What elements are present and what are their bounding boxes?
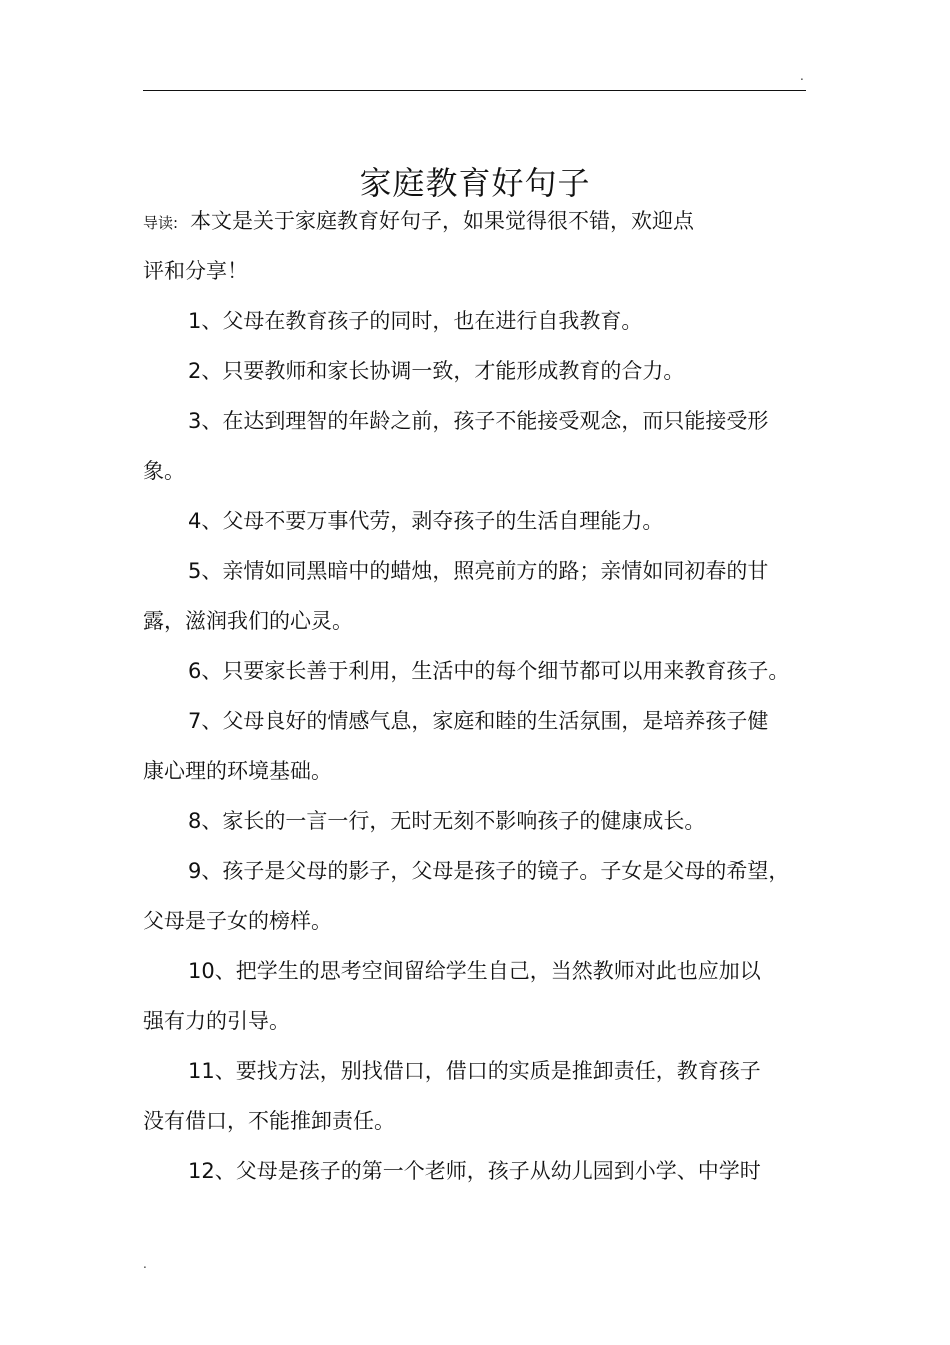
content-line: 4、父母不要万事代劳，剥夺孩子的生活自理能力。: [188, 509, 664, 533]
content-line: 10、把学生的思考空间留给学生自己，当然教师对此也应加以: [188, 959, 761, 983]
content-line: 11、要找方法，别找借口，借口的实质是推卸责任，教育孩子: [188, 1059, 761, 1083]
page-title: 家庭教育好句子: [359, 164, 591, 203]
content-line: 强有力的引导。: [143, 1009, 290, 1033]
content-line: 没有借口，不能推卸责任。: [143, 1109, 395, 1133]
content-line: 象。: [143, 459, 185, 483]
content-line: 6、只要家长善于利用，生活中的每个细节都可以用来教育孩子。: [188, 659, 790, 683]
content-line: 康心理的环境基础。: [143, 759, 332, 783]
content-line: 2、只要教师和家长协调一致，才能形成教育的合力。: [188, 359, 685, 383]
header-dot: .: [800, 69, 804, 83]
footer-dot: .: [143, 1257, 147, 1271]
content-line: 父母是子女的榜样。: [143, 909, 332, 933]
content-line: 露，滋润我们的心灵。: [143, 609, 353, 633]
content-line: 8、家长的一言一行，无时无刻不影响孩子的健康成长。: [188, 809, 706, 833]
content-line: 1、父母在教育孩子的同时，也在进行自我教育。: [188, 309, 643, 333]
content-line: 5、亲情如同黑暗中的蜡烛，照亮前方的路；亲情如同初春的甘: [188, 559, 769, 583]
header-rule: [143, 90, 806, 91]
content-line: 12、父母是孩子的第一个老师，孩子从幼儿园到小学、中学时: [188, 1159, 761, 1183]
content-line: 7、父母良好的情感气息，家庭和睦的生活氛围，是培养孩子健: [188, 709, 769, 733]
intro-label: 导读:: [143, 214, 179, 232]
content-line: 9、孩子是父母的影子，父母是孩子的镜子。子女是父母的希望，: [188, 859, 790, 883]
intro-line-1: [143, 196, 788, 246]
content-line: 3、在达到理智的年龄之前，孩子不能接受观念，而只能接受形: [188, 409, 769, 433]
document-body: [143, 196, 788, 1196]
intro-line-2: 评和分享！: [143, 259, 248, 283]
intro-text-1: 本文是关于家庭教育好句子，如果觉得很不错，欢迎点: [190, 209, 695, 233]
